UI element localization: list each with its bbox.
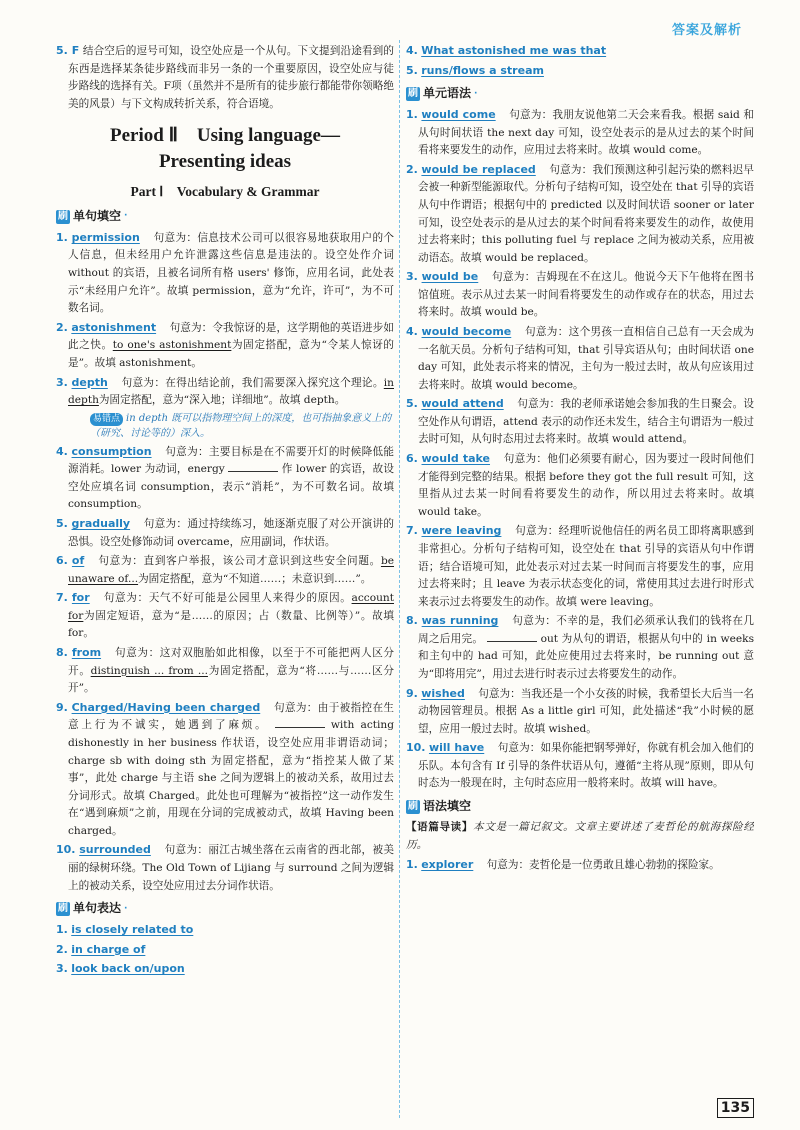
tip-badge: 易错点 [90,413,123,426]
item-answer: runs/flows a stream [421,63,544,77]
item-explanation: 句意为：当我还是一个小女孩的时候，我希望长大后当一名动物园管理员。根据 As a little girl 可知，此处描述“我”小时候的愿望，应用一般过去时。故填 wished。 [418,687,754,735]
item-explanation: 句意为：通过持续练习，她逐渐克服了对公开演讲的恐惧。设空处修饰动词 overcame，应用副词，作状语。 [68,518,394,548]
tip-note [90,411,394,441]
item-num: 5. [406,63,418,77]
section-heading-cloze [406,797,754,817]
item-phrase: to one's astonishment [112,339,232,352]
item-explanation-cont: 为固定搭配，意为“令某人惊讶的是”。故填 astonishment。 [68,339,394,369]
item-num: 2. [56,942,68,956]
tip-text: in depth 既可以指物理空间上的深度，也可指抽象意义上的（研究、讨论等的）深入。 [90,412,392,439]
section-heading-expression [56,899,394,919]
item-explanation: 句意为：我的老师承诺她会参加我的生日聚会。设空处作从句谓语，attend 表示的动作还未发生，结合主句谓语为一般过去时可知，从句时态用过去将来时。故填 would attend。 [418,398,754,446]
grammar-item [406,323,754,394]
item-explanation: 句意为：直到客户举报，该公司才意识到这些安全问题。 [98,555,381,568]
item-explanation: 句意为：主要目标是在不需要开灯的时候降低能源消耗。lower 为动词，energy [68,445,394,476]
item-explanation: 句意为：经理听说他信任的两名员工即将离职感到非常担心。分析句子结构可知，设空处在 that 引导的宾语从句中作谓语；结合语境可知，此处表示对过去某一时间而言将要发生的事，应用过去将来时；且 leave 为表示状态变化的词，常使用其过去进行时形式来表示过去将要发生的动作。故填 were leaving。 [418,525,754,608]
item-explanation: 句意为：令我惊讶的是，这学期他的英语进步如此之快。 [68,321,394,352]
item-num: 7. [406,524,418,538]
item-num: 1. [406,858,418,872]
item-answer: in charge of [71,942,146,956]
list-item [56,841,394,895]
item-explanation: 句意为：这个男孩一直相信自己总有一天会成为一名航天员。分析句子结构可知，that 引导宾语从句；由时间状语 one day 可知，此处表示将来的情况，主句为一般过去时，故从句应该用过去将来时。故填 would become。 [418,326,754,391]
item-explanation-cont: out 为从句的谓语，根据从句中的 in weeks 和主句中的 had 可知，此处应使用过去将来时，be running out 意为“即将用完”，用过去进行时表示过去将要发生的动作。 [418,632,754,680]
list-item [56,589,394,643]
item-explanation: 句意为：我们预测这种引起污染的燃料迟早会被一种新型能源取代。分析句子结构可知，设空处在 that 引导的宾语从句中作谓语；根据句中的 predicted 以及时间状语 sooner or later 可知，设空处表示的是从过去的某个时间看将来要发生的动作，故使用过去将来时；this polluting fuel 与 replace 之间为被动关系，应用被动语态。故填 would be replaced。 [418,163,754,264]
item-num: 1. [56,230,68,244]
intro-text: 结合空后的逗号可知，设空处应是一个从句。下文提到沿途看到的东西是选择某条徒步路线而非另一条的一个重要原因，设空处应与徒步路线的选择有关。F项（虽然并不是所有的徒步旅行都能带你领略绝美的风景）与下文构成转折关系，符合语境。 [68,45,394,110]
fill-blank [275,718,325,728]
item-explanation-cont: 为固定搭配，意为“深入地；详细地”。故填 depth。 [98,394,346,407]
column-divider [399,40,400,1118]
list-item [56,699,394,841]
item-explanation: 句意为：这对双胞胎如此相像，以至于不可能把两人区分开。 [68,647,394,677]
item-num: 4. [406,44,418,57]
section-dots: · [474,88,479,99]
item-answer: wished [421,686,465,700]
item-answer: would become [421,325,512,338]
left-column [56,42,394,1130]
brush-icon: 刷 [408,88,418,100]
item-phrase: distinguish ... from ... [90,664,208,677]
item-answer: What astonished me was that [421,44,607,57]
item-answer: would take [421,452,491,466]
expression-item [406,62,754,81]
item-num: 10. [56,843,76,857]
item-answer: look back on/upon [71,962,185,976]
cloze-item [406,856,754,875]
item-answer: depth [71,375,108,389]
grammar-item [406,161,754,267]
section-title: 单元语法 [423,86,472,101]
list-item [56,229,394,318]
item-num: 8. [56,646,68,660]
item-phrase: be unaware of... [68,555,394,585]
item-answer: for [71,591,90,605]
grammar-item [406,685,754,739]
period-title-line2: Presenting ideas [158,150,292,172]
grammar-item [406,268,754,322]
grammar-item [406,106,754,160]
item-num: 3. [56,962,68,976]
item-answer: explorer [421,858,474,872]
item-explanation: 句意为：在得出结论前，我们需要深入探究这个理论。 [121,376,384,389]
grammar-item [406,395,754,449]
item-answer: surrounded [79,843,151,857]
item-explanation: 句意为：他们必须要有耐心，因为要过一段时间他们才能得到完整的结果。根据 before they got the full result 可知，这里指从过去某一时间看将要发生的动作，所以用过去将来时。故填 would take。 [418,453,754,518]
list-item [56,443,394,514]
header-title: 答案及解析 [671,23,742,38]
brush-icon: 刷 [58,903,68,915]
item-answer: Charged/Having been charged [71,700,261,714]
item-explanation: 句意为：麦哲伦是一位勇敢且雄心勃勃的探险家。 [486,859,720,872]
item-answer: consumption [71,444,152,458]
intro-paragraph [56,42,394,113]
item-explanation: 句意为：由于被指控在生意上行为不诚实，她遇到了麻烦。 [68,701,394,732]
item-num: 1. [406,108,418,122]
item-phrase: account for [68,592,394,622]
section-title: 语法填空 [423,799,472,814]
intro-num: 5. F [56,44,80,57]
item-answer: from [71,646,102,660]
section-title: 单句表达 [73,901,122,916]
item-num: 3. [406,270,418,284]
item-explanation-cont: 作 lower 的宾语，故设空处应填名词 consumption，表示“消耗”，为不可数名词。故填 consumption。 [68,463,394,511]
item-explanation-cont: 为固定短语，意为“是……的原因；占（数量、比例等）”。故填 for。 [68,609,394,640]
item-num: 4. [56,444,68,458]
part-title: Part Ⅰ Vocabulary & Grammar [130,183,320,199]
item-num: 8. [406,614,418,628]
item-num: 5. [406,397,418,411]
section-title: 单句填空 [73,209,122,223]
item-explanation: 句意为：吉姆现在不在这儿。他说今天下午他将在图书馆值班。表示从过去某一时间看将要发生的动作或存在的状态，用过去将来时。故填 would be。 [418,271,754,319]
item-answer: would be replaced [421,162,536,176]
grammar-item [406,739,754,793]
item-num: 10. [406,741,426,755]
section-heading-grammar [406,84,754,104]
expression-item [56,941,394,960]
fill-blank [487,632,537,642]
item-num: 6. [56,554,68,568]
item-explanation: 句意为：如果你能把钢琴弹好，你就有机会加入他们的乐队。本句含有 If 引导的条件状语从句，遵循“主将从现”原则，即从句时态为一般现在时，主句时态应用一般将来时。故填 will have。 [418,742,754,790]
item-explanation: 句意为：不幸的是，我们必须承认我们的钱将在几周之后用完。 [418,615,754,645]
item-num: 4. [406,325,418,338]
list-item [56,374,394,410]
section-dots: · [124,903,129,914]
item-phrase: in depth [68,376,394,407]
item-answer: gradually [71,517,131,530]
item-answer: will have [428,741,485,755]
item-explanation-cont: 为固定搭配，意为“不知道……；未意识到……”。 [138,572,372,585]
item-answer: permission [71,230,140,244]
reading-guide [406,819,754,854]
item-num: 7. [56,591,68,605]
item-answer: of [71,554,85,568]
grammar-item [406,522,754,611]
item-num: 3. [56,375,68,389]
item-num: 9. [56,700,68,714]
item-num: 1. [56,923,68,937]
guide-text: 本文是一篇记叙文。文章主要讲述了麦哲伦的航海探险经历。 [406,820,754,851]
grammar-item [406,450,754,521]
right-column [406,42,754,1130]
item-num: 6. [406,452,418,466]
item-explanation: 句意为：丽江古城坐落在云南省的西北部，被美丽的绿树环绕。The Old Town of Lijiang 与 surround 之间为逻辑上的被动关系，设空处应用过去分词作状语。 [68,844,394,892]
list-item [56,552,394,588]
brush-icon: 刷 [58,210,68,222]
expression-item [406,42,754,61]
section-heading-single-fill [56,207,394,227]
item-answer: would be [421,270,479,284]
item-num: 9. [406,686,418,700]
fill-blank [228,462,278,472]
list-item [56,319,394,373]
brush-icon: 刷 [408,800,418,812]
period-title-line1: Period Ⅱ Using language— [110,125,340,147]
grammar-item [406,612,754,683]
item-explanation-cont: with acting dishonestly in her business 作状语，设空处应用非谓语动词；charge sb with doing sth 为固定搭配，意为“指控某人做了某事”，此处 charge 与主语 she 之间为逻辑上的被动关系，故用过去分词形式。故填 Charged。此处也可理解为“被指控”这一动作发生在“遇到麻烦”之前，用现在分词的完成被动式，故填 Having been charged。 [68,719,394,837]
item-answer: would attend [421,397,504,411]
list-item [56,515,394,551]
expression-item [56,960,394,979]
item-num: 2. [406,162,418,176]
guide-label: 【语篇导读】 [406,820,474,833]
item-answer: were leaving [421,524,502,538]
item-answer: was running [421,614,499,628]
item-answer: astonishment [71,320,157,334]
item-answer: is closely related to [71,923,194,937]
expression-item [56,921,394,940]
item-explanation: 句意为：我朋友说他第二天会来看我。根据 said 和从句时间状语 the next day 可知，设空处表示的是从过去的某个时间看将来要发生的动作，应用过去将来时。故填 would come。 [418,109,754,157]
period-title [56,123,394,174]
item-num: 5. [56,517,68,530]
item-num: 2. [56,320,68,334]
item-explanation: 句意为：信息技术公司可以很容易地获取用户的个人信息，但未经用户允许泄露这些信息是违法的。设空处作介词 without 的宾语，且被名词所有格 users' 修饰，应用名词，此处表示“未经用户允许”。故填 permission，意为“允许，许可”，为不可数名词。 [68,231,394,315]
item-explanation-cont: 为固定搭配，意为“将……与……区分开”。 [68,664,394,695]
item-answer: would come [421,108,496,122]
section-dots: · [124,211,129,222]
item-explanation: 句意为：天气不好可能是公园里人来得少的原因。 [103,592,352,605]
list-item [56,644,394,698]
page-number: 135 [717,1098,754,1118]
